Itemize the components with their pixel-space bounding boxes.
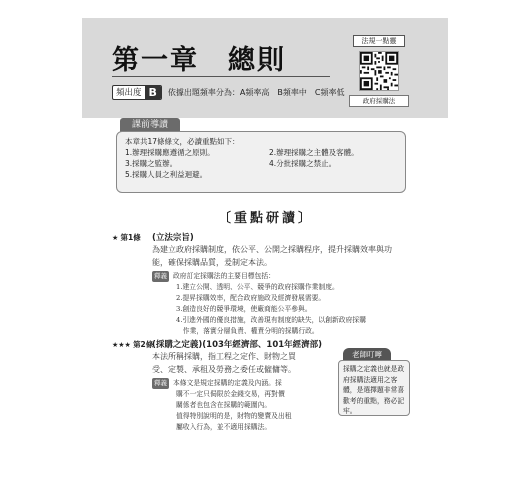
article-note-list (176, 389, 336, 433)
chapter-title: 第一章 總則 (112, 45, 286, 76)
article-title: (採購之定義)(103年經濟部、101年經濟部) (152, 340, 323, 350)
preview-item: 1.辦理採購應遵循之原則。 (125, 148, 215, 157)
note-line: 2.提昇採購效率，配合政府施政及經濟發展需要。 (176, 294, 326, 302)
note-line: 政府訂定採購法的主要目標包括： (173, 272, 275, 280)
qr-code-graphic (360, 52, 398, 90)
article-body-line: 受、定製、承租及勞務之委任或僱傭等。 (152, 365, 296, 374)
note-line: 本條文是規定採購的定義及內涵。採 (173, 379, 282, 387)
article-body-line: 本法所稱採購，指工程之定作、財物之買 (152, 352, 296, 361)
preview-tab: 課前導讀 (120, 118, 180, 132)
preview-list (125, 147, 397, 180)
article-body-line: 能，確保採購品質，爰制定本法。 (152, 258, 272, 267)
note-badge: 釋義 (154, 272, 167, 280)
qr-code-icon[interactable] (359, 51, 399, 91)
preview-item: 4.分批採購之禁止。 (269, 159, 337, 168)
frequency-description: 依據出題頻率分為：A頻率高 B頻率中 C頻率低 (167, 87, 345, 97)
star-rating-icon: ★★★ (112, 341, 131, 349)
preview-item: 3.採購之監辦。 (125, 159, 178, 168)
article-body (152, 243, 432, 269)
frequency-row (112, 84, 344, 100)
note-line: 3.創造良好的競爭環境，使廠商能公平參與。 (176, 305, 312, 313)
article-number: 第1條 (120, 233, 141, 242)
preview-box (116, 131, 406, 193)
article-body-line: 為建立政府採購制度，依公平、公開之採購程序，提升採購效率與功 (152, 245, 392, 254)
article-2-marker (112, 339, 153, 350)
article-title: (立法宗旨) (152, 233, 194, 243)
article-note-header (152, 378, 282, 389)
star-rating-icon: ★ (112, 234, 119, 242)
note-line: 關係者也包含在採購的範圍內。 (176, 401, 272, 409)
title-divider (112, 76, 330, 77)
note-line: 1.建立公開、透明、公平、競爭的政府採購作業制度。 (176, 283, 339, 291)
teacher-note-box: 採購之定義也就是政府採購法適用之客體，是選擇題非常喜歡考的重點，務必記牢。 (338, 360, 410, 416)
qr-label: 法規一點靈 (353, 35, 405, 47)
frequency-label: 頻出度 (116, 88, 142, 98)
teacher-note-tab: 老師叮嚀 (343, 348, 391, 361)
article-body (152, 350, 332, 376)
article-note-header (152, 271, 275, 282)
article-number: 第2條 (133, 340, 154, 349)
frequency-level: B (145, 85, 161, 100)
preview-item: 5.採購人員之利益迴避。 (125, 170, 208, 179)
note-line: 屬收入行為，並不適用採購法。 (176, 423, 272, 431)
note-badge: 釋義 (154, 379, 167, 387)
article-note-list (176, 282, 416, 337)
preview-item: 2.辦理採購之主體及客體。 (269, 148, 359, 157)
section-heading: 〔重點研讀〕 (218, 211, 315, 226)
note-line: 購不一定只侷限於金錢交易，再對價 (176, 390, 285, 398)
note-line: 作業，落實分層負責、權責分明的採購行政。 (176, 327, 319, 335)
frequency-badge (112, 85, 162, 100)
preview-intro: 本章共17條條文，必讀重點如下： (125, 137, 240, 146)
article-1-marker (112, 232, 141, 243)
note-line: 4.引進外國的優良措施，改善現有制度的缺失，以創新政府採購 (176, 316, 366, 324)
note-line: 值得特別說明的是，財物的變賣及出租 (176, 412, 292, 420)
qr-caption: 政府採購法 (349, 95, 409, 107)
